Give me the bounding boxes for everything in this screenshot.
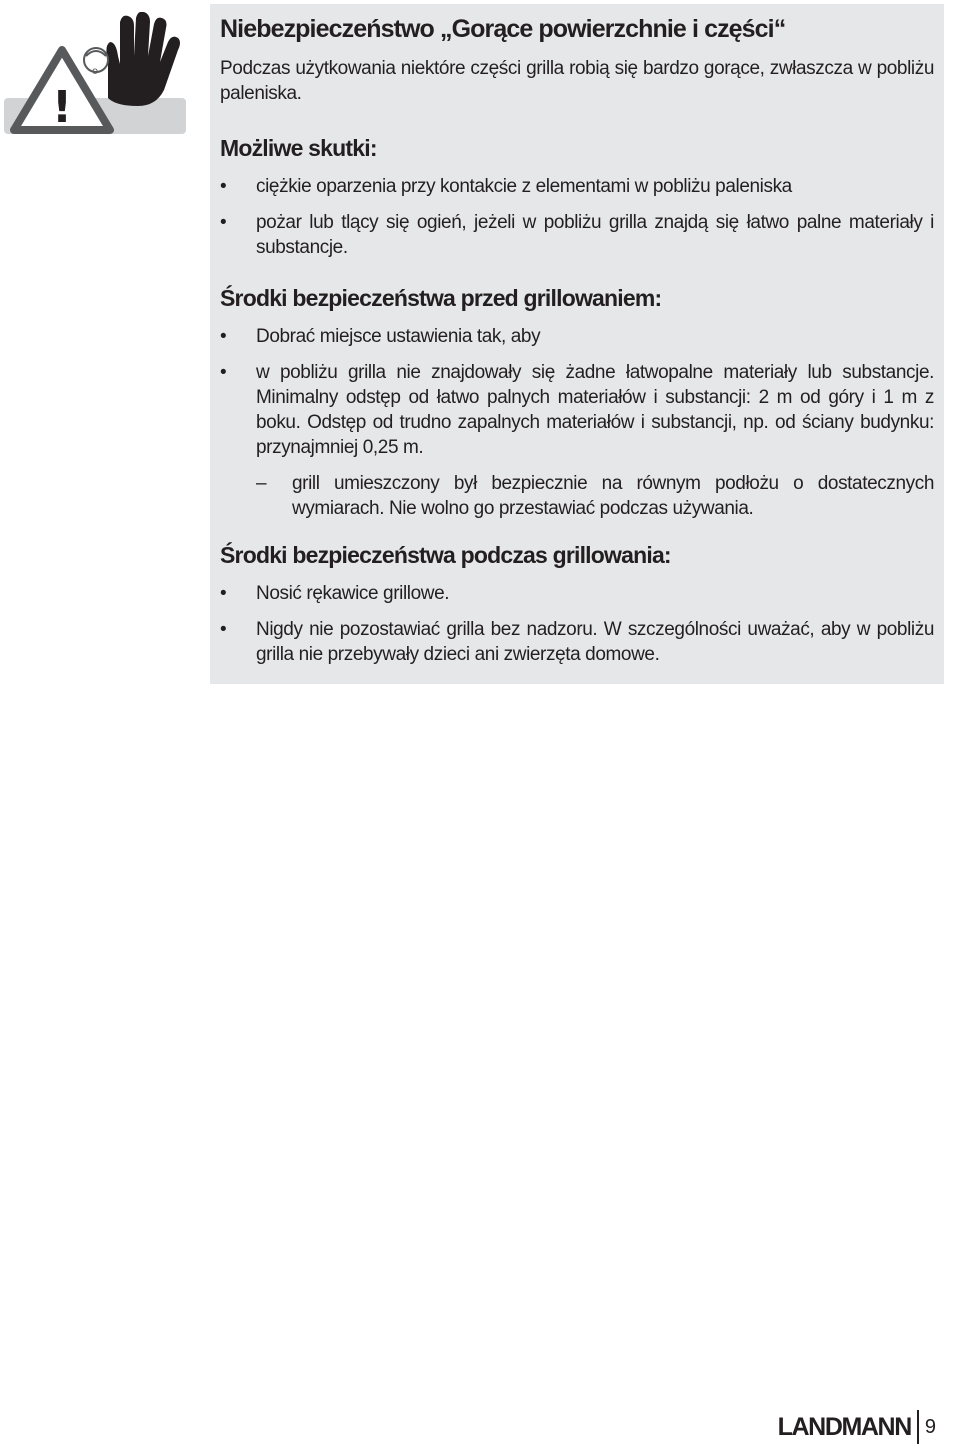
warning-stop-hand-icon [4, 12, 186, 136]
page-footer [778, 1410, 936, 1444]
during-heading: Środki bezpieczeństwa podczas grillowania: [220, 542, 671, 568]
effects-heading: Możliwe skutki: [220, 135, 377, 161]
bullet-icon: • [220, 362, 227, 383]
bullet-icon: • [220, 583, 227, 604]
bullet-icon: • [220, 212, 227, 233]
list-item [220, 210, 934, 260]
before-list [220, 324, 934, 460]
bullet-icon: • [220, 176, 227, 197]
section-title: Niebezpieczeństwo „Gorące powierzchnie i części“ [220, 15, 786, 43]
exclamation-icon: ! [51, 82, 73, 133]
warning-panel [210, 4, 944, 684]
list-item-text: pożar lub tlący się ogień, jeżeli w pobliżu grilla znajdą się łatwo palne materiały i substancje. [256, 212, 934, 258]
before-heading: Środki bezpieczeństwa przed grillowaniem: [220, 285, 662, 311]
bullet-icon: • [220, 619, 227, 640]
list-item [220, 617, 934, 667]
page-number: 9 [924, 1415, 936, 1438]
list-item-text: w pobliżu grilla nie znajdowały się żadne łatwopalne materiały lub substancje. Minimalny odstęp od łatwo palnych materiałów i substancji: 2 m od góry i 1 m z boku. Odstęp od trudno zapalnych materiałów i substancji, np. od ściany budynku: przynajmniej 0,25 m. [256, 362, 934, 458]
during-list [220, 581, 934, 667]
effects-list [220, 174, 934, 260]
list-item-text: Dobrać miejsce ustawienia tak, aby [256, 326, 541, 347]
list-item [220, 360, 934, 460]
list-item-text: ciężkie oparzenia przy kontakcie z elementami w pobliżu paleniska [256, 176, 792, 197]
dash-icon: – [256, 473, 267, 494]
bullet-icon: • [220, 326, 227, 347]
list-item [220, 581, 934, 606]
sub-list-item [220, 471, 934, 521]
list-item [220, 174, 934, 199]
sub-list-item-text: grill umieszczony był bezpiecznie na równym podłożu o dostatecznych wymiarach. Nie wolno go przestawiać podczas używania. [292, 473, 934, 519]
brand-logo: LANDMANN [777, 1412, 911, 1441]
list-item-text: Nosić rękawice grillowe. [256, 583, 450, 604]
list-item [220, 324, 934, 349]
intro-text: Podczas użytkowania niektóre części grilla robią się bardzo gorące, zwłaszcza w pobliżu paleniska. [220, 58, 934, 104]
list-item-text: Nigdy nie pozostawiać grilla bez nadzoru. W szczególności uważać, aby w pobliżu grilla nie przebywały dzieci ani zwierzęta domowe. [256, 619, 934, 665]
svg-text:o: o [92, 66, 99, 77]
footer-divider [917, 1410, 919, 1444]
